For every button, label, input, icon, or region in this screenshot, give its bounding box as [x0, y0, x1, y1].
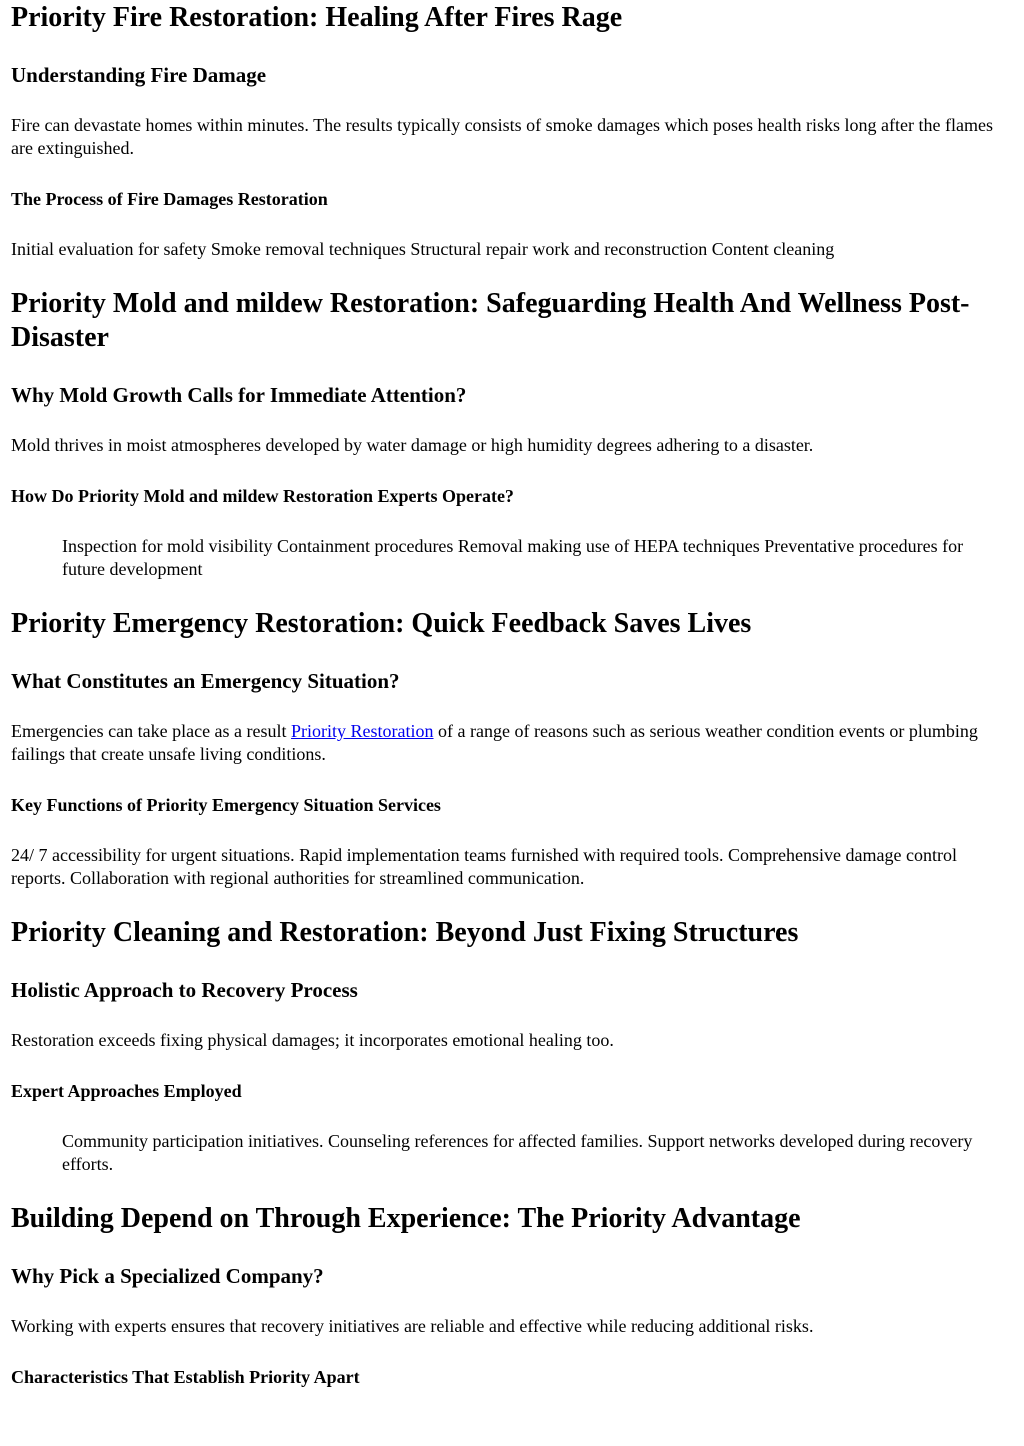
subheading-mold-attention: Why Mold Growth Calls for Immediate Attention?	[11, 383, 467, 407]
paragraph-emergencies-end: of a range of reasons such as serious weather condition events or plumbing failings that create unsafe living conditions.	[11, 721, 978, 764]
paragraph-emergencies	[11, 720, 1014, 766]
subheading-mold-experts: How Do Priority Mold and mildew Restoration Experts Operate?	[11, 486, 514, 506]
subheading-expert-approaches: Expert Approaches Employed	[11, 1081, 242, 1101]
paragraph-fire-restoration-steps: Initial evaluation for safety Smoke removal techniques Structural repair work and reconstruction Content cleaning	[11, 239, 835, 259]
paragraph-restoration-exceeds: Restoration exceeds fixing physical damages; it incorporates emotional healing too.	[11, 1030, 614, 1050]
paragraph-working-with-experts: Working with experts ensures that recovery initiatives are reliable and effective while reducing additional risks.	[11, 1316, 814, 1336]
priority-restoration-link[interactable]: Priority Restoration	[291, 721, 434, 741]
section-title-priority-advantage: Building Depend on Through Experience: The Priority Advantage	[11, 1203, 801, 1234]
section-title-emergency: Priority Emergency Restoration: Quick Feedback Saves Lives	[11, 608, 752, 639]
article	[11, 0, 1014, 1388]
blockquote-mold-steps: Inspection for mold visibility Containment procedures Removal making use of HEPA techniques Preventative procedures for future development	[62, 536, 964, 579]
subheading-emergency-situation: What Constitutes an Emergency Situation?	[11, 669, 400, 693]
subheading-understanding-fire-damage: Understanding Fire Damage	[11, 63, 267, 87]
subheading-fire-restoration-process: The Process of Fire Damages Restoration	[11, 189, 328, 209]
blockquote-community-steps: Community participation initiatives. Counseling references for affected families. Support networks developed during recovery efforts.	[62, 1131, 973, 1174]
section-title-cleaning: Priority Cleaning and Restoration: Beyond Just Fixing Structures	[11, 917, 799, 948]
subheading-emergency-functions: Key Functions of Priority Emergency Situation Services	[11, 795, 441, 815]
section-title-mold: Priority Mold and mildew Restoration: Safeguarding Health And Wellness Post-Disaster	[11, 288, 970, 353]
section-title-fire: Priority Fire Restoration: Healing After Fires Rage	[11, 2, 623, 33]
subheading-holistic-approach: Holistic Approach to Recovery Process	[11, 978, 358, 1002]
subheading-characteristics: Characteristics That Establish Priority Apart	[11, 1367, 360, 1387]
subheading-specialized-company: Why Pick a Specialized Company?	[11, 1264, 324, 1288]
paragraph-fire-damage: Fire can devastate homes within minutes. The results typically consists of smoke damages which poses health risks long after the flames are extinguished.	[11, 115, 993, 158]
paragraph-mold-thrives: Mold thrives in moist atmospheres developed by water damage or high humidity degrees adhering to a disaster.	[11, 435, 814, 455]
paragraph-emergency-services: 24/ 7 accessibility for urgent situations. Rapid implementation teams furnished with required tools. Comprehensive damage control reports. Collaboration with regional authorities for streamlined communication.	[11, 845, 957, 888]
paragraph-emergencies-start: Emergencies can take place as a result	[11, 721, 292, 741]
